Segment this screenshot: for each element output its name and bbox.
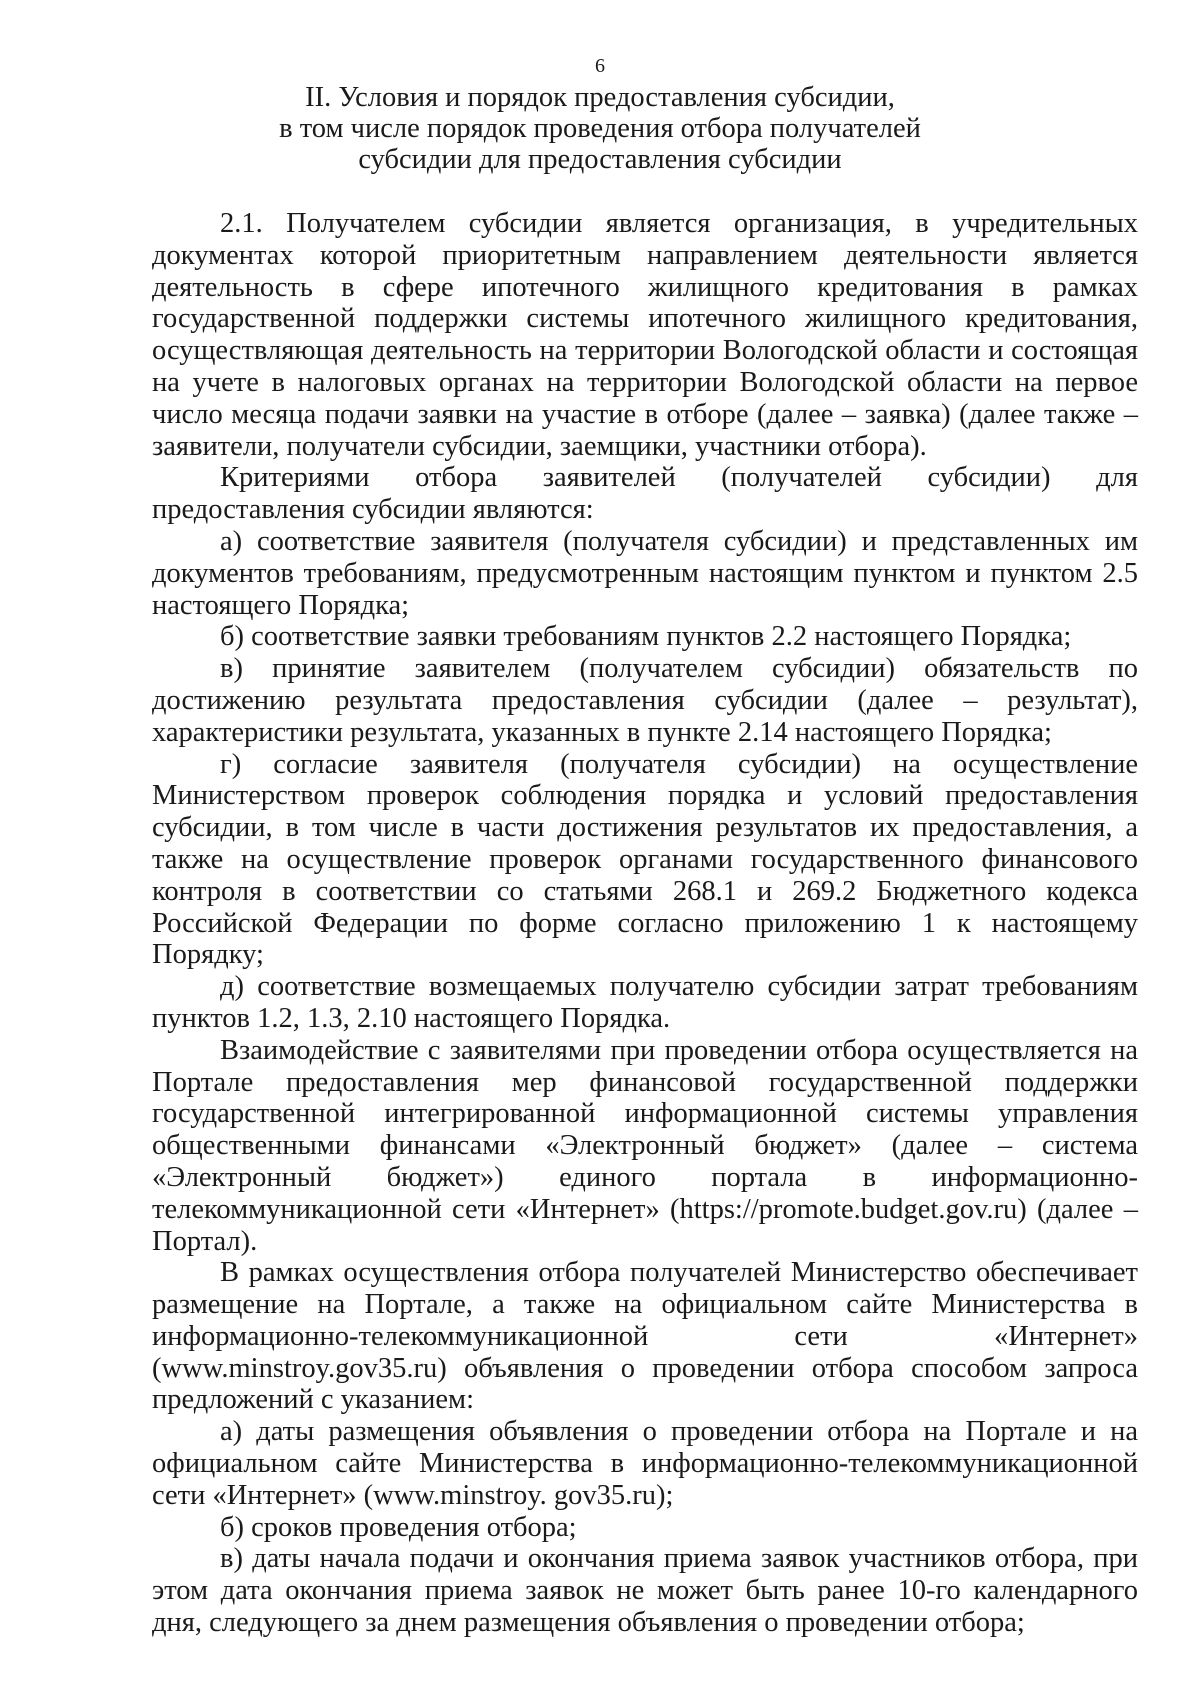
announcement-item-v: в) даты начала подачи и окончания приема заявок участников отбора, при этом дата окончания приема заявок не может быть ранее 10-го календарного дня, следующего за днем размещения объявления о проведении отбора; [152,1543,1138,1639]
criteria-item-v: в) принятие заявителем (получателем субсидии) обязательств по достижению результата предоставления субсидии (далее – результат), характеристики результата, указанных в пункте 2.14 настоящего Порядка; [152,653,1138,748]
criteria-item-g: г) согласие заявителя (получателя субсидии) на осуществление Министерством проверок соблюдения порядка и условий предоставления субсидии, в том числе в части достижения результатов их предоставления, а также на осуществление проверок органами государственного финансового контроля в соответствии со статьями 268.1 и 269.2 Бюджетного кодекса Российской Федерации по форме согласно приложению 1 к настоящему Порядку; [152,748,1138,971]
paragraph-2-1-recipient: 2.1. Получателем субсидии является организация, в учредительных документах которой приоритетным направлением деятельности является деятельность в сфере ипотечного жилищного кредитования в рамках государственной поддержки системы ипотечного жилищного кредитования, осуществляющая деятельность на территории Вологодской области и состоящая на учете в налоговых органах на территории Вологодской области на первое число месяца подачи заявки на участие в отборе (далее – заявка) (далее также – заявители, получатели субсидии, заемщики, участники отбора). [152,208,1138,462]
announcement-item-a: а) даты размещения объявления о проведении отбора на Портале и на официальном сайте Министерства в информационно-телекоммуникационной сети «Интернет» (www.minstroy. gov35.ru); [152,1416,1138,1511]
page-number: 6 [595,55,605,77]
document-body [152,208,1138,1639]
criteria-item-b: б) соответствие заявки требованиям пунктов 2.2 настоящего Порядка; [220,621,1072,653]
section-heading-line-3: субсидии для предоставления субсидии [358,144,842,175]
paragraph-criteria-intro: Критериями отбора заявителей (получателей субсидии) для предоставления субсидии являются: [152,462,1138,526]
section-heading [0,82,1200,175]
criteria-item-d: д) соответствие возмещаемых получателю субсидии затрат требованиям пунктов 1.2, 1.3, 2.10 настоящего Порядка. [152,971,1138,1034]
criteria-item-a: а) соответствие заявителя (получателя субсидии) и представленных им документов требованиям, предусмотренным настоящим пунктом и пунктом 2.5 настоящего Порядка; [152,525,1138,621]
paragraph-announcement: В рамках осуществления отбора получателей Министерство обеспечивает размещение на Портале, а также на официальном сайте Министерства в информационно-телекоммуникационной сети «Интернет» (www.minstroy.gov35.ru) объявления о проведении отбора способом запроса предложений с указанием: [152,1257,1138,1416]
announcement-item-b: б) сроков проведения отбора; [220,1511,577,1543]
section-heading-line-1: II. Условия и порядок предоставления субсидии, [305,82,895,113]
paragraph-portal-interaction: Взаимодействие с заявителями при проведении отбора осуществляется на Портале предоставления мер финансовой государственной поддержки государственной интегрированной информационной системы управления общественными финансами «Электронный бюджет» (далее – система «Электронный бюджет») единого портала в информационно-телекоммуникационной сети «Интернет» (https://promote.budget.gov.ru) (далее – Портал). [152,1034,1138,1257]
section-heading-line-2: в том числе порядок проведения отбора получателей [279,113,921,144]
